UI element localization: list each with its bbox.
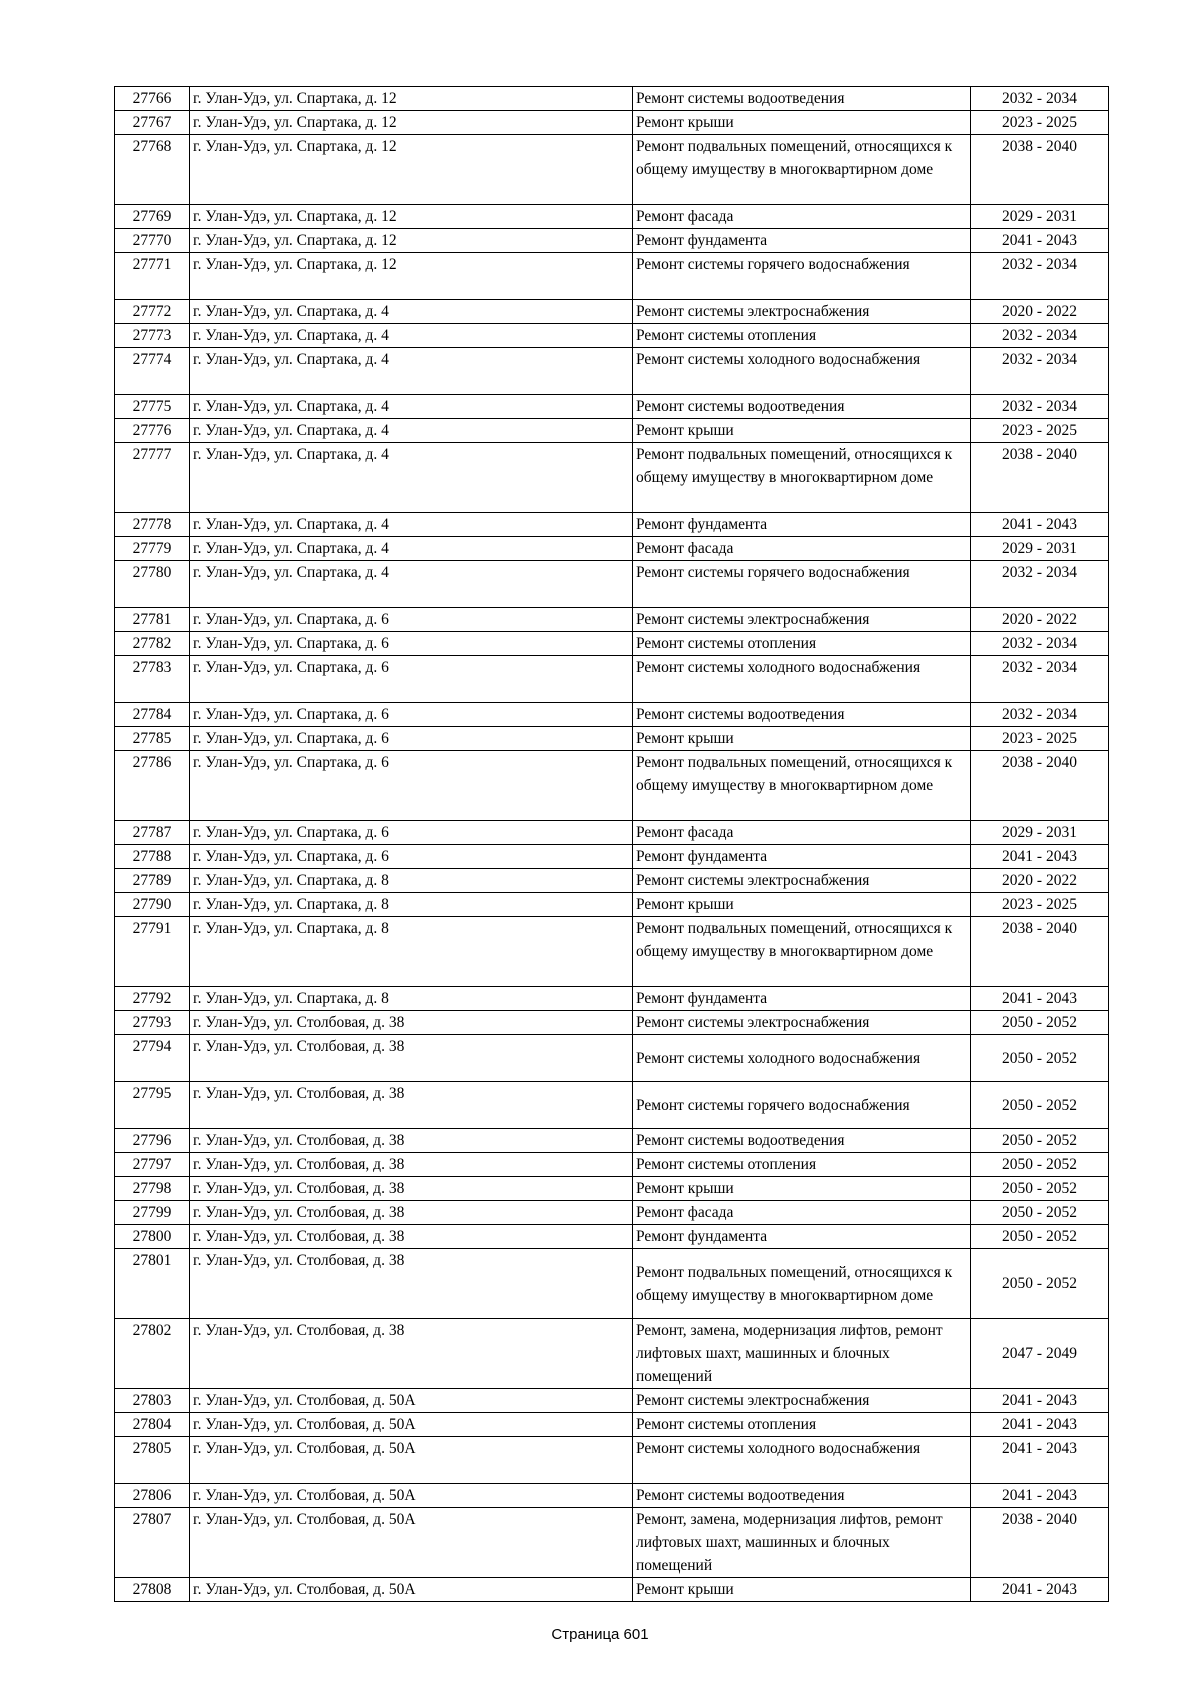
row-address: г. Улан-Удэ, ул. Спартака, д. 6	[190, 821, 633, 845]
row-period: 2029 - 2031	[971, 821, 1109, 845]
row-address: г. Улан-Удэ, ул. Столбовая, д. 38	[190, 1249, 633, 1319]
row-address: г. Улан-Удэ, ул. Спартака, д. 8	[190, 893, 633, 917]
table-row	[115, 893, 1109, 917]
table-row	[115, 111, 1109, 135]
table-row	[115, 1578, 1109, 1602]
row-period: 2038 - 2040	[971, 751, 1109, 821]
row-address: г. Улан-Удэ, ул. Спартака, д. 12	[190, 135, 633, 205]
row-number: 27769	[115, 205, 190, 229]
row-work-type: Ремонт крыши	[633, 893, 971, 917]
row-number: 27780	[115, 561, 190, 608]
row-period: 2032 - 2034	[971, 703, 1109, 727]
row-address: г. Улан-Удэ, ул. Спартака, д. 6	[190, 751, 633, 821]
row-work-type: Ремонт системы электроснабжения	[633, 1389, 971, 1413]
row-number: 27786	[115, 751, 190, 821]
row-address: г. Улан-Удэ, ул. Столбовая, д. 38	[190, 1225, 633, 1249]
table-row	[115, 205, 1109, 229]
table-row	[115, 751, 1109, 821]
row-period: 2050 - 2052	[971, 1177, 1109, 1201]
row-period: 2032 - 2034	[971, 395, 1109, 419]
row-work-type: Ремонт подвальных помещений, относящихся к общему имуществу в многоквартирном доме	[633, 135, 971, 205]
row-work-type: Ремонт системы горячего водоснабжения	[633, 561, 971, 608]
table-row	[115, 87, 1109, 111]
row-number: 27798	[115, 1177, 190, 1201]
row-address: г. Улан-Удэ, ул. Столбовая, д. 38	[190, 1082, 633, 1129]
table-row	[115, 1319, 1109, 1389]
table-row	[115, 608, 1109, 632]
row-period: 2020 - 2022	[971, 869, 1109, 893]
row-number: 27773	[115, 324, 190, 348]
row-address: г. Улан-Удэ, ул. Столбовая, д. 38	[190, 1319, 633, 1389]
row-address: г. Улан-Удэ, ул. Столбовая, д. 38	[190, 1129, 633, 1153]
row-period: 2050 - 2052	[971, 1129, 1109, 1153]
row-period: 2050 - 2052	[971, 1201, 1109, 1225]
table-row	[115, 537, 1109, 561]
table-row	[115, 1035, 1109, 1082]
row-work-type: Ремонт, замена, модернизация лифтов, ремонт лифтовых шахт, машинных и блочных помещений	[633, 1319, 971, 1389]
row-address: г. Улан-Удэ, ул. Спартака, д. 4	[190, 395, 633, 419]
row-number: 27794	[115, 1035, 190, 1082]
row-address: г. Улан-Удэ, ул. Спартака, д. 12	[190, 87, 633, 111]
row-number: 27787	[115, 821, 190, 845]
row-number: 27789	[115, 869, 190, 893]
row-address: г. Улан-Удэ, ул. Столбовая, д. 50А	[190, 1413, 633, 1437]
row-work-type: Ремонт крыши	[633, 1177, 971, 1201]
row-work-type: Ремонт фасада	[633, 1201, 971, 1225]
table-row	[115, 1508, 1109, 1578]
row-work-type: Ремонт системы водоотведения	[633, 395, 971, 419]
table-row	[115, 419, 1109, 443]
table-row	[115, 987, 1109, 1011]
table-row	[115, 443, 1109, 513]
row-address: г. Улан-Удэ, ул. Столбовая, д. 38	[190, 1035, 633, 1082]
row-period: 2032 - 2034	[971, 632, 1109, 656]
row-address: г. Улан-Удэ, ул. Спартака, д. 4	[190, 513, 633, 537]
row-address: г. Улан-Удэ, ул. Спартака, д. 4	[190, 324, 633, 348]
row-period: 2038 - 2040	[971, 443, 1109, 513]
row-address: г. Улан-Удэ, ул. Столбовая, д. 38	[190, 1011, 633, 1035]
row-work-type: Ремонт подвальных помещений, относящихся к общему имуществу в многоквартирном доме	[633, 1249, 971, 1319]
row-period: 2041 - 2043	[971, 845, 1109, 869]
row-number: 27778	[115, 513, 190, 537]
row-address: г. Улан-Удэ, ул. Спартака, д. 4	[190, 348, 633, 395]
row-address: г. Улан-Удэ, ул. Столбовая, д. 50А	[190, 1484, 633, 1508]
row-number: 27804	[115, 1413, 190, 1437]
row-number: 27806	[115, 1484, 190, 1508]
row-number: 27782	[115, 632, 190, 656]
row-number: 27785	[115, 727, 190, 751]
row-address: г. Улан-Удэ, ул. Спартака, д. 4	[190, 300, 633, 324]
row-number: 27795	[115, 1082, 190, 1129]
table-row	[115, 253, 1109, 300]
row-number: 27793	[115, 1011, 190, 1035]
row-period: 2050 - 2052	[971, 1225, 1109, 1249]
row-period: 2047 - 2049	[971, 1319, 1109, 1389]
row-number: 27790	[115, 893, 190, 917]
row-address: г. Улан-Удэ, ул. Спартака, д. 4	[190, 419, 633, 443]
row-number: 27766	[115, 87, 190, 111]
row-work-type: Ремонт фасада	[633, 821, 971, 845]
row-work-type: Ремонт системы отопления	[633, 1413, 971, 1437]
row-number: 27772	[115, 300, 190, 324]
row-work-type: Ремонт фундамента	[633, 513, 971, 537]
table-row	[115, 1082, 1109, 1129]
row-work-type: Ремонт системы водоотведения	[633, 87, 971, 111]
row-address: г. Улан-Удэ, ул. Столбовая, д. 50А	[190, 1508, 633, 1578]
table-row	[115, 703, 1109, 727]
row-work-type: Ремонт системы холодного водоснабжения	[633, 656, 971, 703]
row-period: 2029 - 2031	[971, 537, 1109, 561]
row-work-type: Ремонт системы электроснабжения	[633, 608, 971, 632]
row-period: 2032 - 2034	[971, 561, 1109, 608]
table-row	[115, 135, 1109, 205]
row-address: г. Улан-Удэ, ул. Спартака, д. 6	[190, 608, 633, 632]
row-number: 27791	[115, 917, 190, 987]
repair-schedule-table	[114, 86, 1109, 1602]
row-address: г. Улан-Удэ, ул. Столбовая, д. 50А	[190, 1389, 633, 1413]
table-row	[115, 845, 1109, 869]
row-address: г. Улан-Удэ, ул. Столбовая, д. 38	[190, 1201, 633, 1225]
table-row	[115, 324, 1109, 348]
row-address: г. Улан-Удэ, ул. Спартака, д. 8	[190, 987, 633, 1011]
table-row	[115, 300, 1109, 324]
row-work-type: Ремонт, замена, модернизация лифтов, ремонт лифтовых шахт, машинных и блочных помещений	[633, 1508, 971, 1578]
row-period: 2050 - 2052	[971, 1082, 1109, 1129]
row-number: 27784	[115, 703, 190, 727]
table-row	[115, 561, 1109, 608]
row-number: 27808	[115, 1578, 190, 1602]
row-period: 2041 - 2043	[971, 1578, 1109, 1602]
row-address: г. Улан-Удэ, ул. Спартака, д. 12	[190, 229, 633, 253]
row-period: 2041 - 2043	[971, 513, 1109, 537]
table-row	[115, 656, 1109, 703]
table-row	[115, 1177, 1109, 1201]
row-work-type: Ремонт системы отопления	[633, 632, 971, 656]
table-row	[115, 513, 1109, 537]
row-work-type: Ремонт крыши	[633, 419, 971, 443]
row-period: 2023 - 2025	[971, 727, 1109, 751]
table-row	[115, 348, 1109, 395]
table-row	[115, 1249, 1109, 1319]
table-row	[115, 1484, 1109, 1508]
row-work-type: Ремонт фундамента	[633, 845, 971, 869]
row-number: 27807	[115, 1508, 190, 1578]
row-period: 2038 - 2040	[971, 135, 1109, 205]
row-number: 27796	[115, 1129, 190, 1153]
row-work-type: Ремонт фундамента	[633, 1225, 971, 1249]
row-work-type: Ремонт системы водоотведения	[633, 1129, 971, 1153]
row-work-type: Ремонт системы отопления	[633, 324, 971, 348]
row-work-type: Ремонт крыши	[633, 111, 971, 135]
table-row	[115, 1389, 1109, 1413]
row-number: 27779	[115, 537, 190, 561]
row-period: 2050 - 2052	[971, 1035, 1109, 1082]
row-address: г. Улан-Удэ, ул. Спартака, д. 6	[190, 656, 633, 703]
row-period: 2041 - 2043	[971, 1413, 1109, 1437]
row-period: 2050 - 2052	[971, 1249, 1109, 1319]
row-period: 2032 - 2034	[971, 324, 1109, 348]
row-number: 27805	[115, 1437, 190, 1484]
row-work-type: Ремонт подвальных помещений, относящихся к общему имуществу в многоквартирном доме	[633, 751, 971, 821]
row-number: 27783	[115, 656, 190, 703]
row-number: 27771	[115, 253, 190, 300]
table-body	[115, 87, 1109, 1602]
row-number: 27767	[115, 111, 190, 135]
table-row	[115, 727, 1109, 751]
row-work-type: Ремонт системы холодного водоснабжения	[633, 1035, 971, 1082]
row-number: 27776	[115, 419, 190, 443]
row-work-type: Ремонт системы холодного водоснабжения	[633, 348, 971, 395]
row-work-type: Ремонт фундамента	[633, 229, 971, 253]
row-period: 2032 - 2034	[971, 348, 1109, 395]
row-address: г. Улан-Удэ, ул. Спартака, д. 6	[190, 632, 633, 656]
row-address: г. Улан-Удэ, ул. Столбовая, д. 50А	[190, 1578, 633, 1602]
row-work-type: Ремонт системы электроснабжения	[633, 300, 971, 324]
row-work-type: Ремонт системы водоотведения	[633, 1484, 971, 1508]
row-number: 27792	[115, 987, 190, 1011]
row-period: 2023 - 2025	[971, 893, 1109, 917]
row-number: 27770	[115, 229, 190, 253]
row-work-type: Ремонт подвальных помещений, относящихся к общему имуществу в многоквартирном доме	[633, 917, 971, 987]
row-period: 2032 - 2034	[971, 253, 1109, 300]
row-number: 27800	[115, 1225, 190, 1249]
row-work-type: Ремонт фундамента	[633, 987, 971, 1011]
table-row	[115, 1011, 1109, 1035]
table-row	[115, 395, 1109, 419]
row-number: 27777	[115, 443, 190, 513]
table-row	[115, 1413, 1109, 1437]
row-period: 2041 - 2043	[971, 229, 1109, 253]
row-number: 27774	[115, 348, 190, 395]
row-address: г. Улан-Удэ, ул. Столбовая, д. 38	[190, 1153, 633, 1177]
row-work-type: Ремонт системы горячего водоснабжения	[633, 253, 971, 300]
row-period: 2020 - 2022	[971, 608, 1109, 632]
row-period: 2020 - 2022	[971, 300, 1109, 324]
table-row	[115, 821, 1109, 845]
row-address: г. Улан-Удэ, ул. Спартака, д. 6	[190, 845, 633, 869]
table-row	[115, 632, 1109, 656]
row-number: 27788	[115, 845, 190, 869]
row-work-type: Ремонт фасада	[633, 205, 971, 229]
table-row	[115, 1153, 1109, 1177]
row-work-type: Ремонт системы водоотведения	[633, 703, 971, 727]
row-address: г. Улан-Удэ, ул. Спартака, д. 12	[190, 205, 633, 229]
row-period: 2038 - 2040	[971, 1508, 1109, 1578]
row-period: 2041 - 2043	[971, 1389, 1109, 1413]
row-work-type: Ремонт системы холодного водоснабжения	[633, 1437, 971, 1484]
table-row	[115, 229, 1109, 253]
row-address: г. Улан-Удэ, ул. Спартака, д. 6	[190, 703, 633, 727]
table-row	[115, 1225, 1109, 1249]
row-number: 27802	[115, 1319, 190, 1389]
row-work-type: Ремонт системы горячего водоснабжения	[633, 1082, 971, 1129]
row-number: 27768	[115, 135, 190, 205]
table-row	[115, 917, 1109, 987]
row-address: г. Улан-Удэ, ул. Спартака, д. 12	[190, 111, 633, 135]
row-period: 2041 - 2043	[971, 1437, 1109, 1484]
row-period: 2041 - 2043	[971, 1484, 1109, 1508]
row-period: 2023 - 2025	[971, 111, 1109, 135]
row-work-type: Ремонт системы отопления	[633, 1153, 971, 1177]
row-period: 2050 - 2052	[971, 1011, 1109, 1035]
row-period: 2029 - 2031	[971, 205, 1109, 229]
row-address: г. Улан-Удэ, ул. Спартака, д. 12	[190, 253, 633, 300]
row-address: г. Улан-Удэ, ул. Спартака, д. 8	[190, 869, 633, 893]
row-address: г. Улан-Удэ, ул. Спартака, д. 4	[190, 561, 633, 608]
row-period: 2041 - 2043	[971, 987, 1109, 1011]
row-period: 2050 - 2052	[971, 1153, 1109, 1177]
row-work-type: Ремонт крыши	[633, 1578, 971, 1602]
row-period: 2023 - 2025	[971, 419, 1109, 443]
table-row	[115, 1129, 1109, 1153]
row-address: г. Улан-Удэ, ул. Спартака, д. 8	[190, 917, 633, 987]
row-work-type: Ремонт системы электроснабжения	[633, 1011, 971, 1035]
row-address: г. Улан-Удэ, ул. Спартака, д. 4	[190, 443, 633, 513]
row-number: 27801	[115, 1249, 190, 1319]
row-work-type: Ремонт фасада	[633, 537, 971, 561]
row-number: 27781	[115, 608, 190, 632]
row-number: 27803	[115, 1389, 190, 1413]
row-work-type: Ремонт системы электроснабжения	[633, 869, 971, 893]
row-period: 2038 - 2040	[971, 917, 1109, 987]
row-address: г. Улан-Удэ, ул. Спартака, д. 4	[190, 537, 633, 561]
row-work-type: Ремонт крыши	[633, 727, 971, 751]
row-address: г. Улан-Удэ, ул. Столбовая, д. 50А	[190, 1437, 633, 1484]
row-period: 2032 - 2034	[971, 87, 1109, 111]
row-number: 27797	[115, 1153, 190, 1177]
row-address: г. Улан-Удэ, ул. Спартака, д. 6	[190, 727, 633, 751]
page-number: Страница 601	[551, 1626, 649, 1643]
table-row	[115, 869, 1109, 893]
table-row	[115, 1201, 1109, 1225]
row-work-type: Ремонт подвальных помещений, относящихся к общему имуществу в многоквартирном доме	[633, 443, 971, 513]
row-number: 27799	[115, 1201, 190, 1225]
row-period: 2032 - 2034	[971, 656, 1109, 703]
row-number: 27775	[115, 395, 190, 419]
table-row	[115, 1437, 1109, 1484]
row-address: г. Улан-Удэ, ул. Столбовая, д. 38	[190, 1177, 633, 1201]
